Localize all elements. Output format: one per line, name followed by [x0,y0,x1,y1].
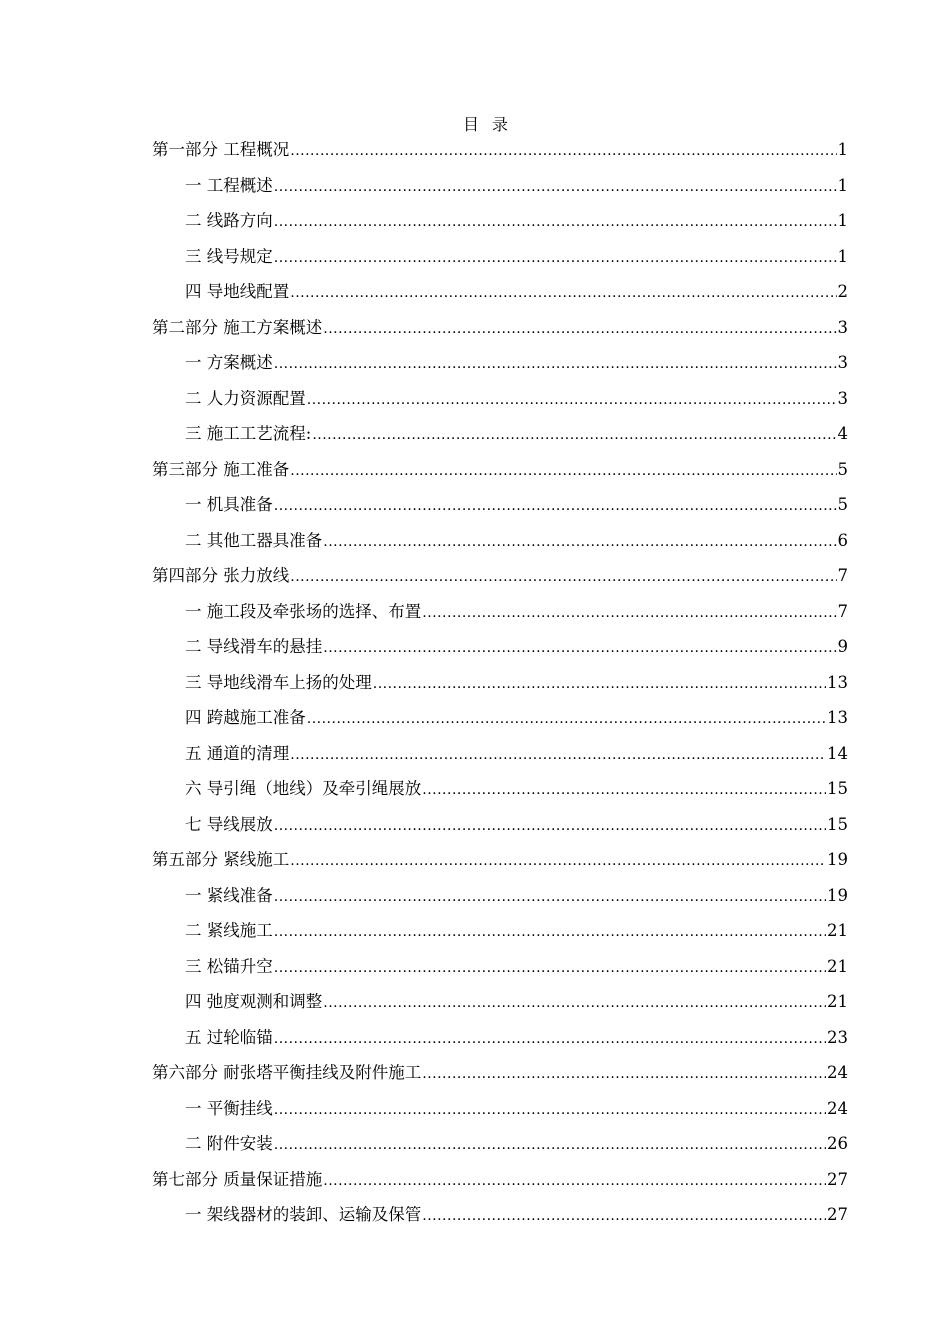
toc-entry-page-number: 6 [837,530,848,550]
toc-dot-leader [422,1060,826,1087]
toc-dot-leader [422,776,826,803]
toc-entry[interactable] [152,741,848,777]
toc-entry-label: 四 导地线配置 [185,282,290,301]
toc-dot-leader [274,244,837,271]
toc-dot-leader [323,989,826,1016]
toc-dot-leader [274,918,826,945]
toc-dot-leader [274,492,837,519]
toc-entry[interactable] [152,1167,848,1203]
toc-entry-label: 四 跨越施工准备 [185,708,306,727]
toc-entry[interactable] [152,847,848,883]
toc-entry-label: 三 施工工艺流程: [185,424,312,443]
toc-entry-page-number: 21 [827,921,848,940]
toc-entry-label: 三 线号规定 [185,246,273,266]
toc-entry-label: 六 导引绳（地线）及牵引绳展放 [185,779,422,798]
toc-dot-leader [274,1131,826,1158]
toc-entry[interactable] [152,634,848,670]
toc-entry[interactable] [152,244,848,280]
toc-entry[interactable] [152,954,848,990]
toc-entry[interactable] [152,137,848,173]
toc-entry-page-number: 19 [827,885,848,905]
toc-entry[interactable] [152,421,848,457]
toc-entry[interactable] [152,528,848,564]
toc-entry-label: 二 紧线施工 [185,921,273,940]
toc-entry-page-number: 5 [837,495,848,514]
toc-dot-leader [422,1202,826,1229]
toc-entry[interactable] [152,776,848,812]
toc-entry-page-number: 7 [837,566,848,585]
toc-entry-label: 第一部分 工程概况 [152,140,290,159]
toc-entry-label: 第四部分 张力放线 [152,566,290,585]
toc-entry-page-number: 24 [827,1063,848,1082]
toc-dot-leader [422,599,836,626]
toc-entry-page-number: 14 [827,743,848,763]
toc-entry[interactable] [152,1096,848,1132]
toc-entry-label: 第六部分 耐张塔平衡挂线及附件施工 [152,1063,422,1082]
toc-dot-leader [274,1025,826,1052]
toc-entry-label: 一 机具准备 [185,495,273,514]
toc-entry-page-number: 27 [827,1205,848,1224]
toc-dot-leader [274,173,837,200]
toc-entry-label: 一 方案概述 [185,353,273,372]
toc-title: 目 录 [462,115,513,134]
toc-entry-label: 第七部分 质量保证措施 [152,1169,323,1189]
toc-entry-page-number: 3 [837,317,848,337]
toc-entry-page-number: 15 [827,779,848,798]
toc-entry-label: 三 导地线滑车上扬的处理 [185,672,372,692]
toc-entry-label: 一 平衡挂线 [185,1098,273,1118]
toc-entry[interactable] [152,705,848,741]
toc-dot-leader [290,279,836,306]
toc-entry[interactable] [152,208,848,244]
table-of-contents [152,137,848,1238]
toc-entry-page-number: 5 [837,459,848,479]
toc-entry-label: 五 通道的清理 [185,743,290,763]
toc-entry-page-number: 21 [827,956,848,976]
toc-entry-label: 三 松锚升空 [185,956,273,976]
toc-entry[interactable] [152,918,848,954]
toc-entry[interactable] [152,350,848,386]
toc-entry-page-number: 9 [837,637,848,656]
toc-dot-leader [274,1096,826,1123]
toc-entry-page-number: 13 [827,672,848,692]
toc-entry[interactable] [152,386,848,422]
toc-dot-leader [290,741,826,768]
toc-entry[interactable] [152,279,848,315]
toc-entry-label: 一 工程概述 [185,175,273,195]
toc-entry-page-number: 7 [837,601,848,621]
toc-dot-leader [274,883,826,910]
toc-entry-page-number: 1 [837,140,848,159]
toc-entry-page-number: 26 [827,1134,848,1153]
toc-entry-label: 二 导线滑车的悬挂 [185,637,323,656]
toc-dot-leader [290,563,836,590]
toc-entry-page-number: 3 [837,353,848,372]
toc-entry-page-number: 21 [827,992,848,1011]
toc-entry[interactable] [152,1202,848,1238]
toc-entry[interactable] [152,599,848,635]
toc-dot-leader [307,705,826,732]
toc-entry[interactable] [152,1131,848,1167]
toc-entry[interactable] [152,315,848,351]
toc-entry[interactable] [152,1025,848,1061]
toc-entry-label: 第五部分 紧线施工 [152,850,290,869]
toc-entry[interactable] [152,563,848,599]
toc-dot-leader [274,954,826,981]
toc-entry-label: 二 线路方向 [185,211,273,230]
toc-dot-leader [290,457,836,484]
toc-entry-label: 五 过轮临锚 [185,1027,273,1047]
toc-entry-page-number: 13 [827,708,848,727]
toc-entry-label: 二 其他工器具准备 [185,530,323,550]
toc-dot-leader [274,350,837,377]
toc-entry-label: 第三部分 施工准备 [152,459,290,479]
toc-entry-page-number: 24 [827,1098,848,1118]
toc-entry-page-number: 4 [837,424,848,443]
toc-entry-page-number: 1 [837,246,848,266]
toc-dot-leader [323,634,836,661]
toc-entry[interactable] [152,989,848,1025]
toc-dot-leader [323,528,836,555]
toc-entry-label: 一 架线器材的装卸、运输及保管 [185,1205,422,1224]
toc-dot-leader [373,670,826,697]
toc-dot-leader [290,137,836,164]
toc-dot-leader [323,315,836,342]
toc-dot-leader [274,208,837,235]
toc-dot-leader [323,1167,826,1194]
toc-entry-page-number: 19 [827,850,848,869]
toc-entry[interactable] [152,457,848,493]
toc-entry-page-number: 1 [837,211,848,230]
toc-entry[interactable] [152,492,848,528]
toc-entry-label: 二 附件安装 [185,1134,273,1153]
toc-entry-page-number: 23 [827,1027,848,1047]
toc-entry-page-number: 27 [827,1169,848,1189]
toc-entry-page-number: 3 [837,388,848,408]
toc-entry-page-number: 1 [837,175,848,195]
toc-entry-label: 一 施工段及牵张场的选择、布置 [185,601,422,621]
toc-entry[interactable] [152,1060,848,1096]
toc-entry[interactable] [152,670,848,706]
toc-entry-label: 七 导线展放 [185,814,273,834]
toc-dot-leader [290,847,826,874]
toc-entry-page-number: 2 [837,282,848,301]
toc-dot-leader [312,421,836,448]
toc-entry-label: 一 紧线准备 [185,885,273,905]
toc-entry[interactable] [152,173,848,209]
toc-entry[interactable] [152,883,848,919]
toc-entry-label: 二 人力资源配置 [185,388,306,408]
toc-dot-leader [307,386,837,413]
toc-entry-page-number: 15 [827,814,848,834]
toc-dot-leader [274,812,826,839]
toc-entry[interactable] [152,812,848,848]
toc-entry-label: 四 弛度观测和调整 [185,992,323,1011]
toc-entry-label: 第二部分 施工方案概述 [152,317,323,337]
